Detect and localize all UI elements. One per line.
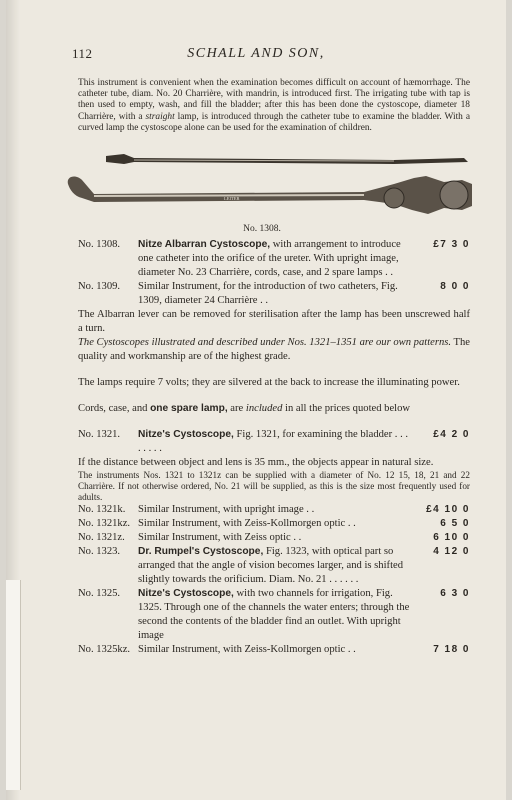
albarran-note: The Albarran lever can be removed for sterilisation after the lamp has been unscrewed half a turn. bbox=[78, 309, 470, 334]
entry-1321: No. 1321. Nitze's Cystoscope, Fig. 1321, for examining the bladder . . . . . . . . £4 2 0 bbox=[78, 429, 470, 454]
distance-note: If the distance between object and lens is 35 mm., the objects appear in natural size. bbox=[78, 457, 434, 468]
entry-1325: No. 1325. Nitze's Cystoscope, with two channels for irrigation, Fig. 1325. Through one of the channels the water enters; through the second the contents of the bladder find an outlet. With upright image 6 3 0 bbox=[78, 588, 470, 641]
entry-1321kz: No. 1321kz. Similar Instrument, with Zeiss-Kollmorgen optic . . 6 5 0 bbox=[78, 518, 470, 529]
page-header bbox=[6, 46, 506, 66]
engraved-label: LEITER bbox=[224, 196, 240, 201]
figure-caption: No. 1308. bbox=[243, 224, 281, 234]
entry-1309: No. 1309. Similar Instrument, for the introduction of two catheters, Fig. 1309, diameter 24 Charrière . . 8 0 0 bbox=[78, 281, 470, 306]
entry-1325kz: No. 1325kz. Similar Instrument, with Zeiss-Kollmorgen optic . . 7 18 0 bbox=[78, 644, 470, 655]
running-title: SCHALL AND SON, bbox=[187, 46, 325, 61]
cystoscope-illustration bbox=[64, 148, 476, 228]
entry-1321z: No. 1321z. Similar Instrument, with Zeiss optic . . 6 10 0 bbox=[78, 532, 470, 543]
page-number: 112 bbox=[72, 46, 93, 61]
lamps-note: The lamps require 7 volts; they are silvered at the back to increase the illuminating power. bbox=[78, 377, 460, 388]
entry-1323: No. 1323. Dr. Rumpel's Cystoscope, Fig. 1323, with optical part so arranged that the angle of vision becomes larger, and is shifted slightly towards the orificium. Diam. No. 21 . . . . . . 4 12 0 bbox=[78, 546, 470, 585]
page-edge bbox=[6, 580, 21, 790]
cords-note: Cords, case, and one spare lamp, are included in all the prices quoted below bbox=[78, 403, 411, 414]
entry-1308: No. 1308. Nitze Albarran Cystoscope, with arrangement to introduce one catheter into the orifice of the ureter. With upright image, diameter No. 23 Charrière, cords, case, and 2 spare lamps . . £7 3 0 bbox=[78, 239, 470, 278]
patterns-note: The Cystoscopes illustrated and described under Nos. 1321–1351 are our own patterns. The quality and workmanship are of the highest grade. bbox=[78, 337, 470, 362]
entries bbox=[78, 238, 470, 657]
intro-paragraph: This instrument is convenient when the examination becomes difficult on account of hæmorrhage. The catheter tube, diam. No. 20 Charrière, with mandrin, is introduced first. The irrigating tube with tap is then used to empty, wash, and fill the bladder; after this has been done the cystoscope, diameter 18 Charrière, with a straight lamp, is introduced through the catheter tube to examine the bladder. With a curved lamp the cystoscope alone can be used for the examination of children. bbox=[78, 78, 470, 133]
catalog-page bbox=[6, 0, 506, 800]
entry-1321k: No. 1321k. Similar Instrument, with upright image . . £4 10 0 bbox=[78, 504, 470, 515]
diameter-note: The instruments Nos. 1321 to 1321z can be supplied with a diameter of No. 12 15, 18, 21 and 22 Charrière. If not otherwise ordered, No. 21 will be supplied, as this is the size most frequently used for adults. bbox=[78, 470, 470, 502]
